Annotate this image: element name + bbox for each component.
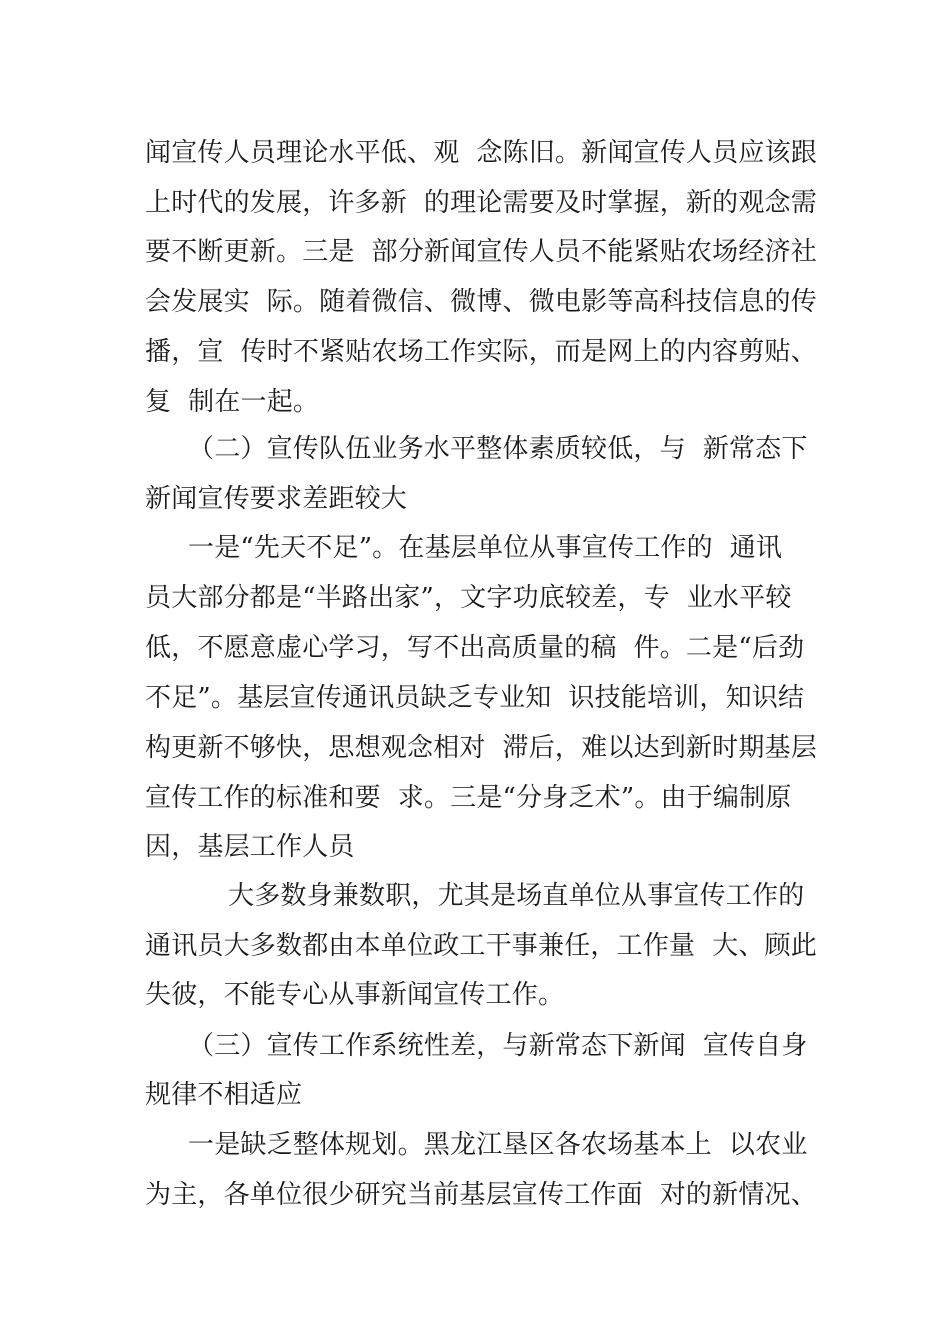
text-line: 一是“先天不足”。在基层单位从事宣传工作的 通讯 [188,533,783,563]
section-heading: 规律不相适应 [145,1080,303,1110]
section-heading: （二）宣传队伍业务水平整体素质较低，与 新常态下 [188,434,808,464]
text-line: 为主，各单位很少研究当前基层宣传工作面 对的新情况、 [145,1180,817,1210]
text-line: 要不断更新。三是 部分新闻宣传人员不能紧贴农场经济社 [145,237,817,267]
text-line: 失彼，不能专心从事新闻宣传工作。 [145,980,565,1010]
text-line: 构更新不够快，思想观念相对 滞后，难以达到新时期基层 [145,733,817,763]
text-line: 员大部分都是“半路出家”，文字功底较差，专 业水平较 [145,583,792,613]
text-line: 上时代的发展，许多新 的理论需要及时掌握，新的观念需 [145,188,817,218]
text-line: 低，不愿意虚心学习，写不出高质量的稿 件。二是“后劲 [145,633,805,663]
text-line: 一是缺乏整体规划。黑龙江垦区各农场基本上 以农业 [188,1130,808,1160]
text-line: 会发展实 际。随着微信、微博、微电影等高科技信息的传 [145,287,817,317]
text-line: 复 制在一起。 [145,387,320,417]
text-line: 宣传工作的标准和要 求。三是“分身乏术”。由于编制原 [145,783,792,813]
section-heading: 新闻宣传要求差距较大 [145,484,408,514]
text-line: 播，宣 传时不紧贴农场工作实际，而是网上的内容剪贴、 [145,337,817,367]
section-heading: （三）宣传工作系统性差，与新常态下新闻 宣传自身 [188,1031,808,1061]
text-line: 因，基层工作人员 [145,832,355,862]
text-line: 大多数身兼数职，尤其是场直单位从事宣传工作的 [228,881,805,911]
text-line: 通讯员大多数都由本单位政工干事兼任，工作量 大、顾此 [145,931,817,961]
text-line: 不足”。基层宣传通讯员缺乏专业知 识技能培训，知识结 [145,683,805,713]
text-line: 闻宣传人员理论水平低、观 念陈旧。新闻宣传人员应该跟 [145,138,817,168]
